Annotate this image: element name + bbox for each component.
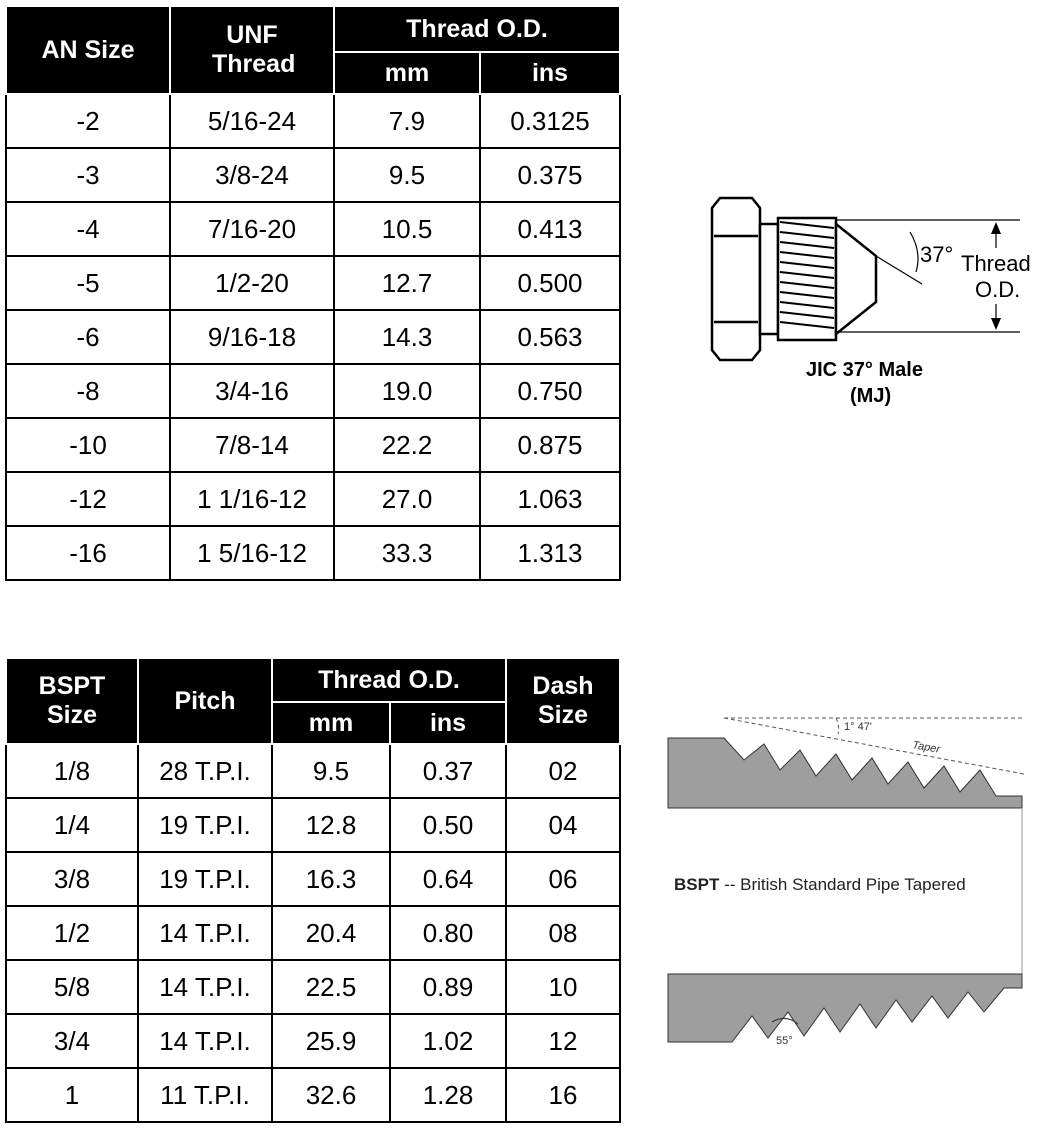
cell-an-size: -8: [6, 364, 170, 418]
table-row: [6, 364, 620, 418]
cell-mm: 27.0: [334, 472, 480, 526]
cell-bspt-size: 3/8: [6, 852, 138, 906]
cell-mm: 10.5: [334, 202, 480, 256]
table-row: [6, 256, 620, 310]
cell-an-size: -16: [6, 526, 170, 580]
header-unf-thread-text: UNF Thread: [212, 21, 296, 78]
cell-ins: 0.37: [390, 744, 506, 798]
header-unf-thread: [170, 6, 334, 94]
cell-ins: 1.313: [480, 526, 620, 580]
header-mm: mm: [272, 702, 390, 744]
table-row: [6, 1014, 620, 1068]
cell-mm: 25.9: [272, 1014, 390, 1068]
cell-ins: 0.50: [390, 798, 506, 852]
cell-bspt-size: 1/4: [6, 798, 138, 852]
header-ins: ins: [480, 52, 620, 94]
cell-mm: 7.9: [334, 94, 480, 148]
cell-pitch: 14 T.P.I.: [138, 960, 272, 1014]
cell-bspt-size: 1: [6, 1068, 138, 1122]
lower-thread-profile: [668, 974, 1022, 1042]
thread-angle-label: 55°: [776, 1035, 793, 1047]
upper-thread-profile: [668, 738, 1022, 808]
header-dash-size-text: Dash Size: [532, 672, 594, 729]
bspt-caption-rest: -- British Standard Pipe Tapered: [719, 875, 966, 894]
taper-angle-label: 1° 47': [844, 721, 872, 733]
cell-mm: 32.6: [272, 1068, 390, 1122]
cell-pitch: 11 T.P.I.: [138, 1068, 272, 1122]
cell-mm: 20.4: [272, 906, 390, 960]
cell-an-size: -4: [6, 202, 170, 256]
cell-dash-size: 16: [506, 1068, 620, 1122]
table-row: [6, 906, 620, 960]
cell-dash-size: 12: [506, 1014, 620, 1068]
cell-ins: 0.750: [480, 364, 620, 418]
cell-pitch: 14 T.P.I.: [138, 906, 272, 960]
jic-caption-line2: (MJ): [850, 385, 892, 407]
header-ins: ins: [390, 702, 506, 744]
bspt-thread-table: [5, 657, 621, 1123]
header-dash-size: [506, 658, 620, 744]
cell-pitch: 14 T.P.I.: [138, 1014, 272, 1068]
cell-unf-thread: 5/16-24: [170, 94, 334, 148]
cell-unf-thread: 9/16-18: [170, 310, 334, 364]
cell-ins: 0.875: [480, 418, 620, 472]
cell-pitch: 19 T.P.I.: [138, 798, 272, 852]
cell-ins: 0.413: [480, 202, 620, 256]
cell-mm: 33.3: [334, 526, 480, 580]
bspt-taper-diagram: [664, 712, 1044, 1052]
cell-an-size: -10: [6, 418, 170, 472]
header-thread-od: Thread O.D.: [272, 658, 506, 702]
table-row: [6, 798, 620, 852]
cell-unf-thread: 7/16-20: [170, 202, 334, 256]
table-row: [6, 744, 620, 798]
cell-an-size: -2: [6, 94, 170, 148]
cell-an-size: -5: [6, 256, 170, 310]
cell-unf-thread: 7/8-14: [170, 418, 334, 472]
cell-mm: 22.5: [272, 960, 390, 1014]
angle-label: 37°: [920, 242, 954, 267]
table-row: [6, 1068, 620, 1122]
cell-unf-thread: 3/8-24: [170, 148, 334, 202]
table-row: [6, 418, 620, 472]
cell-bspt-size: 5/8: [6, 960, 138, 1014]
cell-ins: 1.02: [390, 1014, 506, 1068]
cell-ins: 0.80: [390, 906, 506, 960]
cell-ins: 0.563: [480, 310, 620, 364]
jic-caption-line1: JIC 37° Male: [806, 359, 923, 381]
cell-mm: 14.3: [334, 310, 480, 364]
table-row: [6, 148, 620, 202]
cell-ins: 0.3125: [480, 94, 620, 148]
cell-mm: 22.2: [334, 418, 480, 472]
header-bspt-size-text: BSPT Size: [38, 672, 106, 729]
cell-pitch: 28 T.P.I.: [138, 744, 272, 798]
table-row: [6, 202, 620, 256]
cell-ins: 0.89: [390, 960, 506, 1014]
cell-mm: 12.7: [334, 256, 480, 310]
cell-an-size: -12: [6, 472, 170, 526]
cell-an-size: -3: [6, 148, 170, 202]
table-row: [6, 310, 620, 364]
bspt-caption: [674, 875, 966, 894]
cell-ins: 0.500: [480, 256, 620, 310]
header-an-size: AN Size: [6, 6, 170, 94]
cell-dash-size: 10: [506, 960, 620, 1014]
table-row: [6, 472, 620, 526]
table-row: [6, 852, 620, 906]
cell-mm: 9.5: [334, 148, 480, 202]
table-row: [6, 960, 620, 1014]
cell-unf-thread: 1/2-20: [170, 256, 334, 310]
cell-mm: 12.8: [272, 798, 390, 852]
cell-unf-thread: 1 1/16-12: [170, 472, 334, 526]
header-pitch: Pitch: [138, 658, 272, 744]
an-thread-table: [5, 5, 621, 581]
header-mm: mm: [334, 52, 480, 94]
header-thread-od: Thread O.D.: [334, 6, 620, 52]
cell-unf-thread: 1 5/16-12: [170, 526, 334, 580]
cell-mm: 19.0: [334, 364, 480, 418]
jic-male-fitting-diagram: [690, 180, 1050, 420]
cell-mm: 16.3: [272, 852, 390, 906]
cell-bspt-size: 1/2: [6, 906, 138, 960]
cell-mm: 9.5: [272, 744, 390, 798]
flare-cone: [836, 224, 876, 334]
table-row: [6, 526, 620, 580]
cell-dash-size: 04: [506, 798, 620, 852]
taper-label: Taper: [911, 739, 941, 756]
cell-an-size: -6: [6, 310, 170, 364]
table-row: [6, 94, 620, 148]
cell-ins: 1.28: [390, 1068, 506, 1122]
cell-ins: 1.063: [480, 472, 620, 526]
cell-ins: 0.64: [390, 852, 506, 906]
cell-unf-thread: 3/4-16: [170, 364, 334, 418]
thread-od-label-line2: O.D.: [975, 277, 1021, 302]
cell-bspt-size: 1/8: [6, 744, 138, 798]
cell-dash-size: 08: [506, 906, 620, 960]
cell-dash-size: 02: [506, 744, 620, 798]
cell-ins: 0.375: [480, 148, 620, 202]
cell-dash-size: 06: [506, 852, 620, 906]
thread-od-label-line1: Thread: [961, 251, 1031, 276]
cell-bspt-size: 3/4: [6, 1014, 138, 1068]
header-bspt-size: [6, 658, 138, 744]
cell-pitch: 19 T.P.I.: [138, 852, 272, 906]
bspt-caption-bold: BSPT: [674, 875, 720, 894]
fitting-body: [712, 198, 836, 360]
